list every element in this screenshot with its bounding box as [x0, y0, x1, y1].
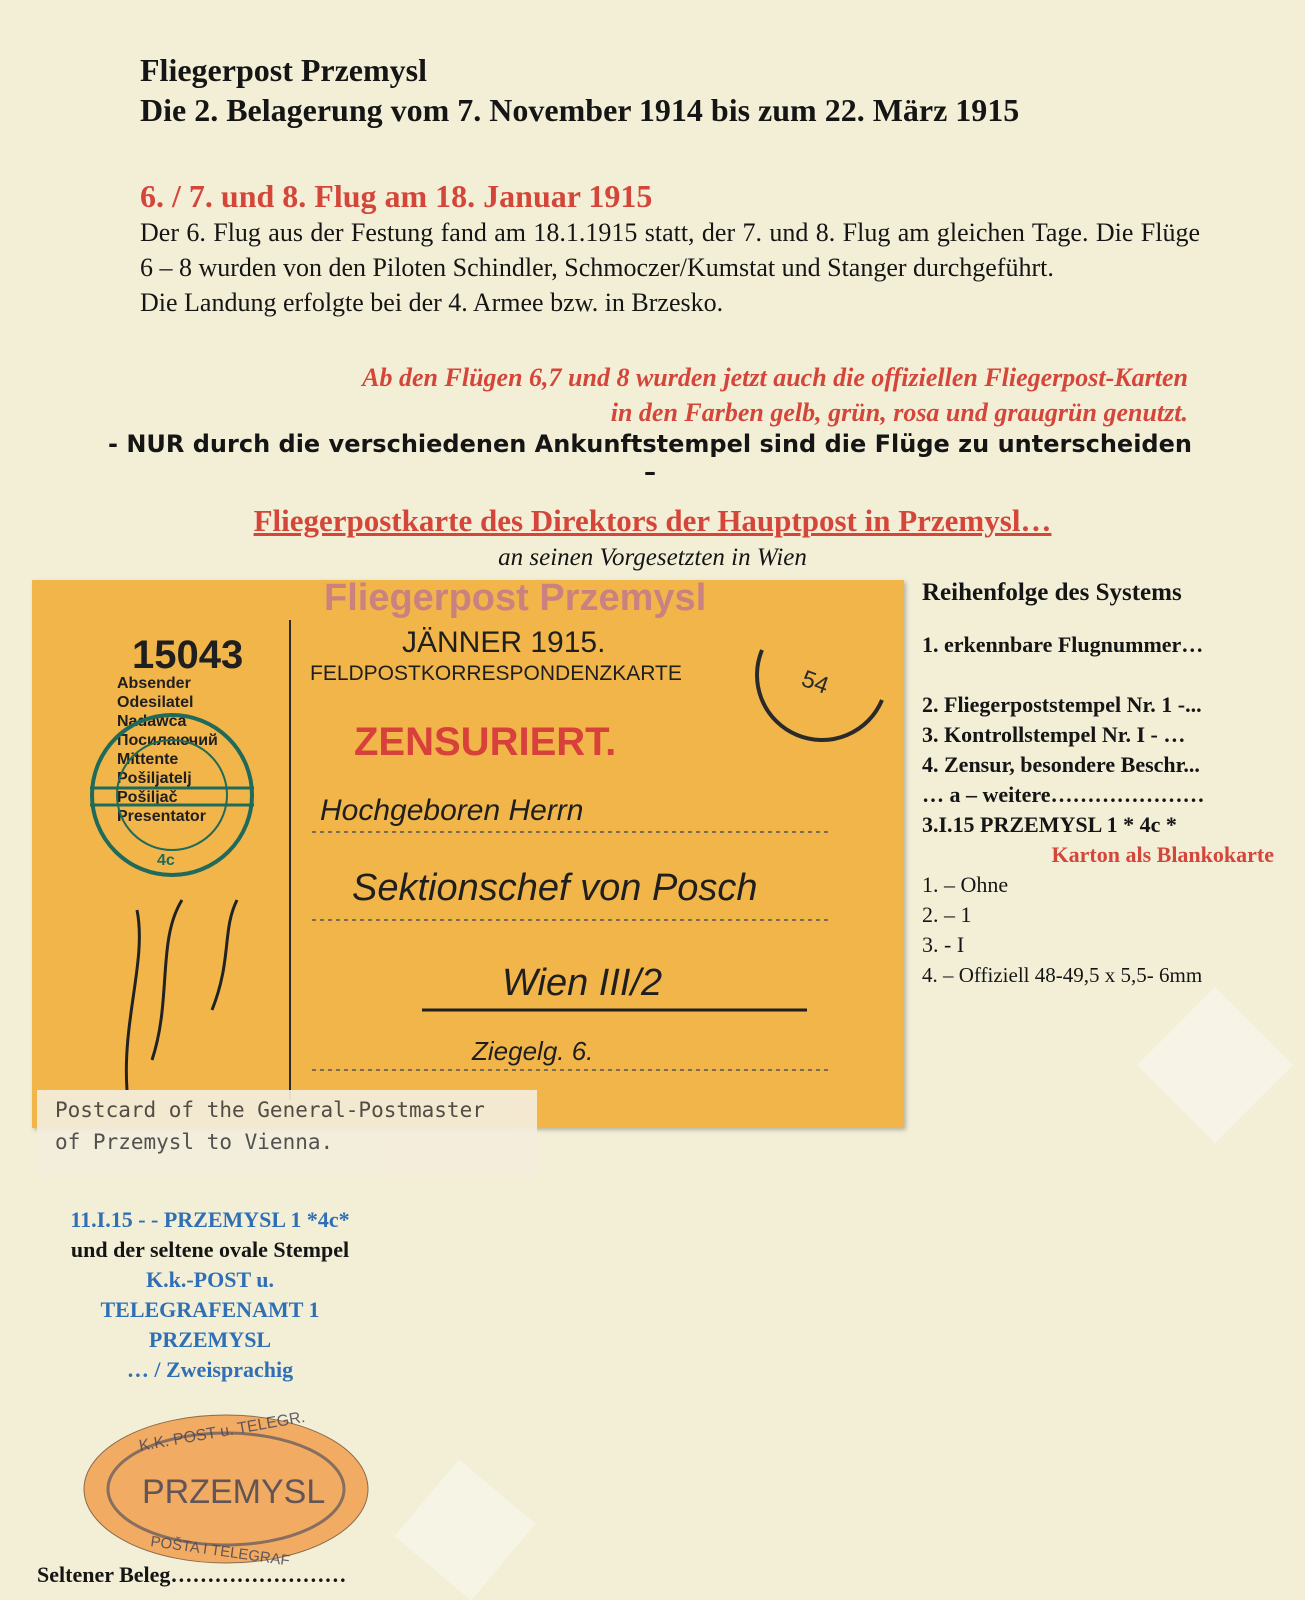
address-line: Hochgeboren Herrn	[320, 794, 584, 827]
system-plain-item: 3. - I	[922, 932, 965, 957]
oval-stamp-center: PRZEMYSL	[142, 1473, 326, 1511]
postmark-note-line: PRZEMYSL	[148, 1327, 272, 1352]
oval-stamp-cutout	[80, 1411, 372, 1566]
postmark-note-line: TELEGRAFENAMT 1	[100, 1297, 320, 1322]
system-item: 3. Kontrollstempel Nr. I - …	[922, 722, 1186, 747]
sender-label: Presentator	[117, 808, 206, 825]
system-item: … a – weitere…………………	[922, 782, 1205, 807]
caption-line-2: of Przemysl to Vienna.	[55, 1130, 334, 1154]
sender-label: Pošiljatelj	[117, 770, 192, 787]
system-item: 2. Fliegerpoststempel Nr. 1 -...	[922, 692, 1202, 717]
fliegerpost-stamp: Fliegerpost Przemysl	[324, 580, 707, 619]
sender-label: Absender	[117, 675, 191, 692]
official-cards-line-2: in den Farben gelb, grün, rosa und graugrün genutzt.	[610, 398, 1188, 427]
arrival-number: 54	[797, 665, 833, 700]
postmark-note-line: K.k.-POST u.	[146, 1267, 274, 1292]
distinction-note: - NUR durch die verschiedenen Ankunftstempel sind die Flüge zu unterscheiden –	[108, 430, 1192, 486]
page-title: Fliegerpost Przemysl	[140, 52, 427, 88]
oval-stamp-bottom: POŠTA I TELEGRAF	[149, 1533, 291, 1566]
postmark-note	[30, 1205, 390, 1385]
rarity-note: Seltener Beleg……………………	[37, 1562, 347, 1587]
postcard-drawing	[32, 580, 904, 1128]
form-title: FELDPOSTKORRESPONDENZKARTE	[310, 662, 682, 685]
censor-stamp: ZENSURIERT.	[354, 720, 617, 764]
caption-line-1: Postcard of the General-Postmaster	[55, 1098, 485, 1122]
sender-label: Посилаючий	[117, 732, 218, 749]
sender-label: Odesilatel	[117, 694, 194, 711]
blank-card-note: Karton als Blankokarte	[1051, 842, 1274, 867]
card-section-heading: Fliegerpostkarte des Direktors der Hauptpost in Przemysl…	[253, 503, 1052, 538]
official-cards-line-1: Ab den Flügen 6,7 und 8 wurden jetzt auch die offiziellen Fliegerpost-Karten	[362, 363, 1188, 392]
postcard-image	[32, 580, 904, 1128]
system-item: 1. erkennbare Flugnummer…	[922, 632, 1204, 657]
stamp-month: JÄNNER 1915.	[402, 626, 606, 659]
system-order-panel	[922, 578, 1272, 990]
address-line: Ziegelg. 6.	[472, 1036, 594, 1066]
system-item: 3.I.15 PRZEMYSL 1 * 4c *	[922, 812, 1177, 837]
sender-label: Nadawca	[117, 713, 187, 730]
postmark-code: 4c	[157, 852, 175, 869]
system-item: 4. Zensur, besondere Beschr...	[922, 752, 1200, 777]
flight-heading: 6. / 7. und 8. Flug am 18. Januar 1915	[140, 178, 653, 214]
postmark-note-line: 11.I.15 - - PRZEMYSL 1 *4c*	[70, 1207, 350, 1232]
system-plain-item: 1. – Ohne	[922, 872, 1009, 897]
mount-corner-decoration	[1137, 987, 1293, 1143]
system-plain-item: 4. – Offiziell 48-49,5 x 5,5- 6mm	[922, 963, 1203, 987]
card-caption-label	[37, 1090, 537, 1175]
flight-paragraph-1: Der 6. Flug aus der Festung fand am 18.1.1915 statt, der 7. und 8. Flug am gleichen Tage. Die Flüge 6 – 8 wurden von den Piloten Schindler, Schmoczer/Kumstat und Stanger durchgeführt.	[140, 218, 1200, 282]
flight-paragraph-2: Die Landung erfolgte bei der 4. Armee bzw. in Brzesko.	[140, 288, 724, 317]
mount-corner-decoration	[395, 1460, 536, 1600]
postmark-note-line: und der seltene ovale Stempel	[70, 1237, 350, 1262]
postmark-note-line: … / Zweisprachig	[126, 1357, 294, 1382]
flight-description	[140, 215, 1200, 320]
sender-label: Pošiljač	[117, 789, 178, 806]
system-heading: Reihenfolge des Systems	[922, 579, 1182, 606]
card-section-subheading: an seinen Vorgesetzten in Wien	[498, 544, 807, 571]
system-plain-item: 2. – 1	[922, 902, 972, 927]
official-cards-note	[140, 360, 1188, 430]
sender-label: Mittente	[117, 751, 179, 768]
card-number: 15043	[132, 633, 244, 677]
address-line: Sektionschef von Posch	[352, 867, 758, 909]
page-subtitle: Die 2. Belagerung vom 7. November 1914 bis zum 22. März 1915	[140, 92, 1020, 128]
oval-stamp-top: K.K. POST u. TELEGR.	[137, 1411, 307, 1455]
address-line: Wien III/2	[502, 962, 663, 1004]
